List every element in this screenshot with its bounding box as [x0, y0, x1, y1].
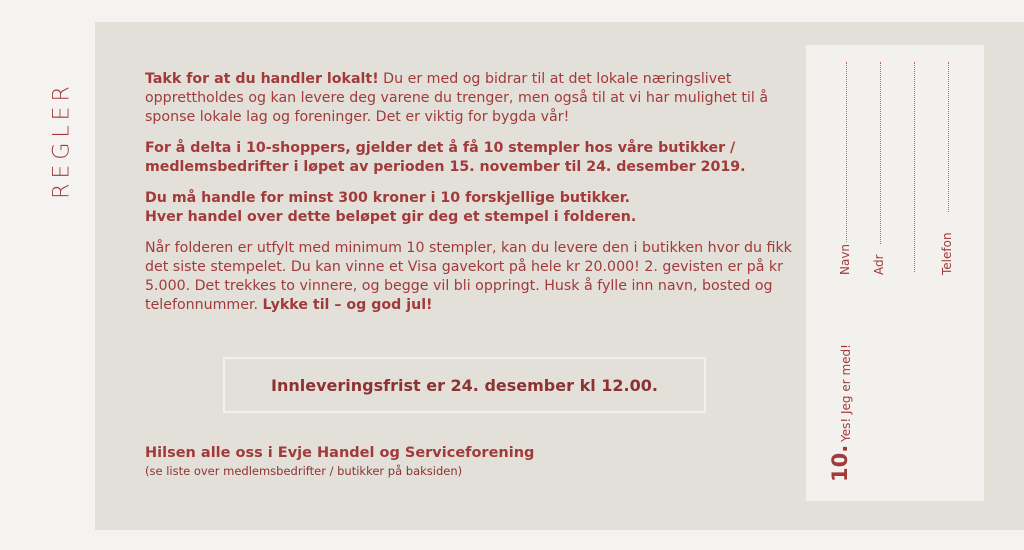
name-field-line[interactable]: [846, 62, 847, 242]
yes-number: 10.: [828, 444, 852, 482]
greeting: [145, 445, 745, 478]
greeting-signature: Hilsen alle oss i Evje Handel og Serviceforening: [145, 445, 535, 461]
entry-form-panel: [806, 45, 984, 501]
purchase-rule-paragraph: [145, 189, 795, 227]
greeting-note: (se liste over medlemsbedrifter / butikker på baksiden): [145, 464, 463, 478]
address-extra-line[interactable]: [914, 62, 915, 272]
purchase-rule-line2: Hver handel over dette beløpet gir deg et stempel i folderen.: [145, 209, 637, 225]
phone-field-line[interactable]: [948, 62, 949, 212]
rules-title: REGLER: [49, 81, 75, 199]
intro-text: Du er med og bidrar til at det lokale næringslivet opprettholdes og kan levere deg varene du trenger, men også til at vi har mulighet til å sponse lokale lag og foreninger. Det er viktig for bygda vår!: [145, 71, 769, 125]
intro-paragraph: [145, 70, 795, 127]
prize-text: Når folderen er utfylt med minimum 10 stempler, kan du levere den i butikken hvor du fikk det siste stempelet. Du kan vinne et Visa gavekort på hele kr 20.000! 2. gevisten er på kr 5.000. Det trekkes to vinnere, og begge vil bli oppringt. Husk å fylle inn navn, bosted og telefonnummer.: [145, 240, 792, 313]
rules-content: [145, 70, 795, 327]
name-field-label: Navn: [838, 243, 852, 275]
address-field-label: Adr: [872, 254, 886, 275]
purchase-rule-line1: Du må handle for minst 300 kroner i 10 forskjellige butikker.: [145, 190, 631, 206]
yes-text: Yes! Jeg er med!: [839, 344, 853, 442]
participation-paragraph: For å delta i 10-shoppers, gjelder det å få 10 stempler hos våre butikker / medlemsbedrifter i løpet av perioden 15. november til 24. desember 2019.: [145, 140, 746, 175]
phone-field-label: Telefon: [940, 232, 954, 275]
address-field-line[interactable]: [880, 62, 881, 244]
deadline-box: Innleveringsfrist er 24. desember kl 12.00.: [223, 357, 706, 413]
prize-paragraph: [145, 239, 795, 315]
intro-heading: Takk for at du handler lokalt!: [145, 71, 379, 87]
good-luck-text: Lykke til – og god jul!: [262, 297, 433, 313]
